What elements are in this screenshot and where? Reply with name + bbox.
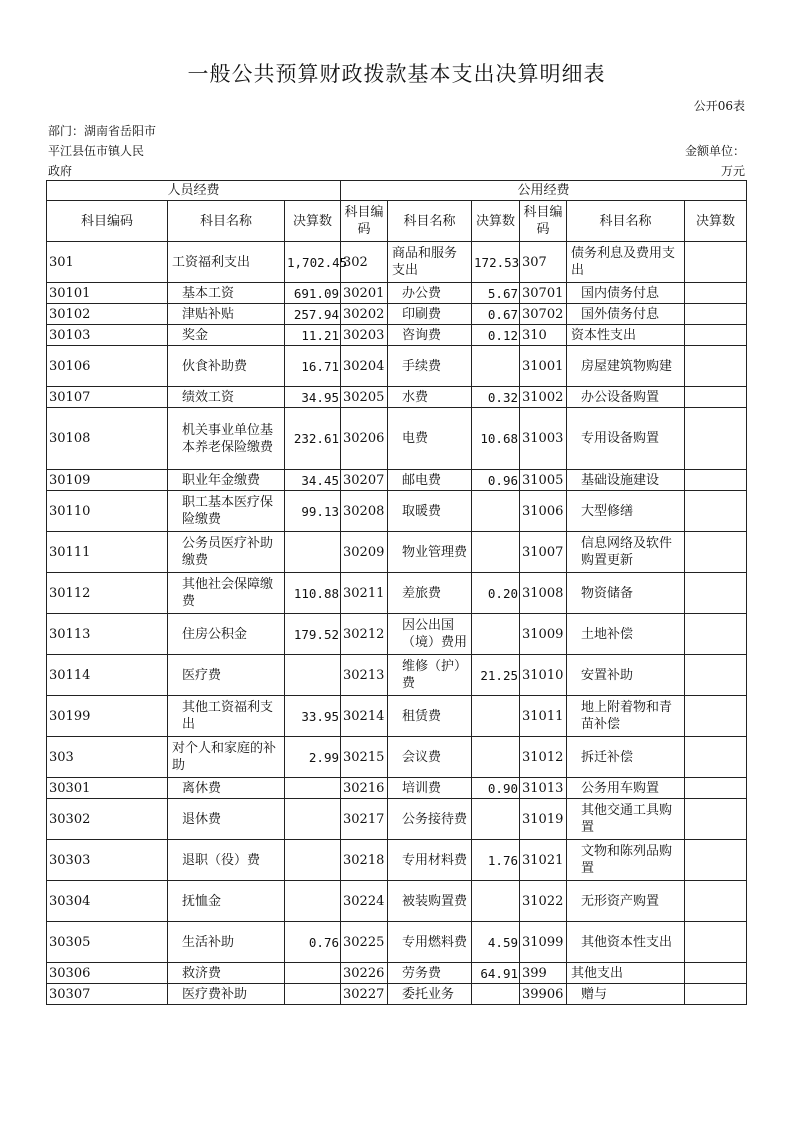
public-name: 印刷费 xyxy=(388,304,472,325)
public-code: 30216 xyxy=(341,778,388,799)
capital-amount xyxy=(685,984,747,1005)
personnel-code: 30301 xyxy=(47,778,168,799)
capital-amount xyxy=(685,242,747,283)
personnel-name: 津贴补贴 xyxy=(168,304,285,325)
personnel-amount: 33.95 xyxy=(285,696,341,737)
capital-code: 30701 xyxy=(520,283,567,304)
personnel-name: 医疗费补助 xyxy=(168,984,285,1005)
header-amount: 决算数 xyxy=(285,201,341,242)
personnel-code: 30107 xyxy=(47,387,168,408)
public-code: 30206 xyxy=(341,408,388,470)
expenditure-table xyxy=(46,180,747,1005)
table-code: 公开06表 xyxy=(693,99,745,113)
public-code: 30213 xyxy=(341,655,388,696)
personnel-code: 303 xyxy=(47,737,168,778)
personnel-name: 救济费 xyxy=(168,963,285,984)
capital-code: 31099 xyxy=(520,922,567,963)
personnel-name: 职业年金缴费 xyxy=(168,470,285,491)
dept-line-1: 部门：湖南省岳阳市 xyxy=(48,124,157,138)
public-name: 因公出国（境）费用 xyxy=(388,614,472,655)
table-row xyxy=(47,470,747,491)
capital-amount xyxy=(685,283,747,304)
capital-amount xyxy=(685,840,747,881)
table-row xyxy=(47,881,747,922)
personnel-name: 奖金 xyxy=(168,325,285,346)
public-name: 水费 xyxy=(388,387,472,408)
capital-name: 安置补助 xyxy=(567,655,685,696)
capital-code: 307 xyxy=(520,242,567,283)
capital-code: 31007 xyxy=(520,532,567,573)
public-code: 30204 xyxy=(341,346,388,387)
personnel-code: 30307 xyxy=(47,984,168,1005)
capital-amount xyxy=(685,304,747,325)
public-code: 30207 xyxy=(341,470,388,491)
personnel-amount: 0.76 xyxy=(285,922,341,963)
personnel-code: 30304 xyxy=(47,881,168,922)
table-body xyxy=(47,242,747,1005)
public-name: 电费 xyxy=(388,408,472,470)
public-code: 30208 xyxy=(341,491,388,532)
public-code: 30202 xyxy=(341,304,388,325)
personnel-code: 30114 xyxy=(47,655,168,696)
capital-name: 房屋建筑物购建 xyxy=(567,346,685,387)
public-name: 劳务费 xyxy=(388,963,472,984)
personnel-amount: 110.88 xyxy=(285,573,341,614)
capital-amount xyxy=(685,881,747,922)
public-amount xyxy=(472,532,520,573)
capital-amount xyxy=(685,491,747,532)
table-row xyxy=(47,778,747,799)
capital-name: 其他支出 xyxy=(567,963,685,984)
table-row xyxy=(47,963,747,984)
page-title: 一般公共预算财政拨款基本支出决算明细表 xyxy=(187,62,606,86)
unit-value: 万元 xyxy=(720,164,745,178)
table-row xyxy=(47,408,747,470)
header-name: 科目名称 xyxy=(567,201,685,242)
table-row xyxy=(47,573,747,614)
capital-name: 办公设备购置 xyxy=(567,387,685,408)
capital-code: 31006 xyxy=(520,491,567,532)
table-row xyxy=(47,491,747,532)
capital-amount xyxy=(685,778,747,799)
public-name: 专用燃料费 xyxy=(388,922,472,963)
table-row xyxy=(47,325,747,346)
personnel-amount: 11.21 xyxy=(285,325,341,346)
header-code: 科目编码 xyxy=(520,201,567,242)
group-public: 公用经费 xyxy=(341,181,747,201)
personnel-amount: 232.61 xyxy=(285,408,341,470)
capital-name: 其他交通工具购置 xyxy=(567,799,685,840)
public-amount: 0.67 xyxy=(472,304,520,325)
header-name: 科目名称 xyxy=(168,201,285,242)
personnel-name: 职工基本医疗保险缴费 xyxy=(168,491,285,532)
personnel-name: 基本工资 xyxy=(168,283,285,304)
personnel-amount xyxy=(285,799,341,840)
capital-amount xyxy=(685,614,747,655)
capital-code: 31021 xyxy=(520,840,567,881)
personnel-amount: 2.99 xyxy=(285,737,341,778)
capital-code: 31002 xyxy=(520,387,567,408)
capital-code: 31011 xyxy=(520,696,567,737)
capital-code: 31010 xyxy=(520,655,567,696)
capital-amount xyxy=(685,346,747,387)
public-name: 被装购置费 xyxy=(388,881,472,922)
capital-amount xyxy=(685,737,747,778)
capital-amount xyxy=(685,922,747,963)
public-amount: 0.90 xyxy=(472,778,520,799)
capital-name: 债务利息及费用支出 xyxy=(567,242,685,283)
public-amount: 172.53 xyxy=(472,242,520,283)
personnel-name: 其他社会保障缴费 xyxy=(168,573,285,614)
personnel-amount: 1,702.45 xyxy=(285,242,341,283)
capital-name: 大型修缮 xyxy=(567,491,685,532)
personnel-name: 工资福利支出 xyxy=(168,242,285,283)
table-row xyxy=(47,283,747,304)
personnel-code: 30102 xyxy=(47,304,168,325)
personnel-code: 30106 xyxy=(47,346,168,387)
personnel-code: 30112 xyxy=(47,573,168,614)
personnel-amount: 179.52 xyxy=(285,614,341,655)
personnel-code: 30306 xyxy=(47,963,168,984)
capital-name: 文物和陈列品购置 xyxy=(567,840,685,881)
public-code: 30209 xyxy=(341,532,388,573)
capital-name: 赠与 xyxy=(567,984,685,1005)
dept-line-2: 平江县伍市镇人民 xyxy=(48,144,145,158)
personnel-amount: 691.09 xyxy=(285,283,341,304)
public-code: 30205 xyxy=(341,387,388,408)
table-row xyxy=(47,984,747,1005)
capital-code: 31019 xyxy=(520,799,567,840)
public-code: 30227 xyxy=(341,984,388,1005)
public-amount: 21.25 xyxy=(472,655,520,696)
table-row xyxy=(47,737,747,778)
capital-amount xyxy=(685,963,747,984)
public-code: 30217 xyxy=(341,799,388,840)
public-amount xyxy=(472,614,520,655)
capital-name: 国外债务付息 xyxy=(567,304,685,325)
table-row xyxy=(47,387,747,408)
public-name: 物业管理费 xyxy=(388,532,472,573)
capital-code: 30702 xyxy=(520,304,567,325)
public-amount: 1.76 xyxy=(472,840,520,881)
personnel-code: 30305 xyxy=(47,922,168,963)
unit-label: 金额单位： xyxy=(684,144,745,158)
header-amount: 决算数 xyxy=(472,201,520,242)
capital-amount xyxy=(685,696,747,737)
table-row xyxy=(47,799,747,840)
personnel-code: 30303 xyxy=(47,840,168,881)
personnel-amount: 34.95 xyxy=(285,387,341,408)
personnel-code: 30103 xyxy=(47,325,168,346)
public-name: 专用材料费 xyxy=(388,840,472,881)
personnel-amount xyxy=(285,881,341,922)
table-row xyxy=(47,922,747,963)
capital-code: 31009 xyxy=(520,614,567,655)
public-amount xyxy=(472,696,520,737)
public-code: 30215 xyxy=(341,737,388,778)
personnel-amount: 257.94 xyxy=(285,304,341,325)
public-amount: 10.68 xyxy=(472,408,520,470)
personnel-amount: 16.71 xyxy=(285,346,341,387)
header-code: 科目编码 xyxy=(341,201,388,242)
personnel-code: 30110 xyxy=(47,491,168,532)
capital-amount xyxy=(685,532,747,573)
capital-code: 399 xyxy=(520,963,567,984)
table-row xyxy=(47,242,747,283)
public-amount xyxy=(472,881,520,922)
group-personnel: 人员经费 xyxy=(47,181,341,201)
public-amount xyxy=(472,799,520,840)
header-name: 科目名称 xyxy=(388,201,472,242)
public-amount xyxy=(472,491,520,532)
public-amount xyxy=(472,737,520,778)
capital-name: 专用设备购置 xyxy=(567,408,685,470)
public-code: 30211 xyxy=(341,573,388,614)
table-row xyxy=(47,655,747,696)
personnel-name: 绩效工资 xyxy=(168,387,285,408)
capital-code: 31008 xyxy=(520,573,567,614)
personnel-code: 30108 xyxy=(47,408,168,470)
capital-name: 物资储备 xyxy=(567,573,685,614)
capital-code: 31012 xyxy=(520,737,567,778)
personnel-name: 伙食补助费 xyxy=(168,346,285,387)
personnel-code: 30302 xyxy=(47,799,168,840)
capital-amount xyxy=(685,470,747,491)
personnel-code: 30113 xyxy=(47,614,168,655)
personnel-amount xyxy=(285,984,341,1005)
public-name: 差旅费 xyxy=(388,573,472,614)
table-row xyxy=(47,614,747,655)
capital-code: 31013 xyxy=(520,778,567,799)
public-amount: 0.20 xyxy=(472,573,520,614)
public-code: 30218 xyxy=(341,840,388,881)
public-code: 30201 xyxy=(341,283,388,304)
capital-amount xyxy=(685,799,747,840)
personnel-code: 30101 xyxy=(47,283,168,304)
personnel-amount xyxy=(285,778,341,799)
public-name: 办公费 xyxy=(388,283,472,304)
public-amount: 0.12 xyxy=(472,325,520,346)
capital-name: 土地补偿 xyxy=(567,614,685,655)
public-amount xyxy=(472,984,520,1005)
personnel-name: 退休费 xyxy=(168,799,285,840)
capital-name: 其他资本性支出 xyxy=(567,922,685,963)
capital-name: 基础设施建设 xyxy=(567,470,685,491)
public-name: 会议费 xyxy=(388,737,472,778)
personnel-name: 其他工资福利支出 xyxy=(168,696,285,737)
public-code: 30224 xyxy=(341,881,388,922)
public-code: 30226 xyxy=(341,963,388,984)
capital-name: 资本性支出 xyxy=(567,325,685,346)
personnel-name: 抚恤金 xyxy=(168,881,285,922)
public-amount: 4.59 xyxy=(472,922,520,963)
header-code: 科目编码 xyxy=(47,201,168,242)
public-amount xyxy=(472,346,520,387)
public-name: 手续费 xyxy=(388,346,472,387)
public-name: 委托业务 xyxy=(388,984,472,1005)
personnel-code: 301 xyxy=(47,242,168,283)
personnel-name: 医疗费 xyxy=(168,655,285,696)
capital-name: 无形资产购置 xyxy=(567,881,685,922)
capital-amount xyxy=(685,655,747,696)
personnel-name: 住房公积金 xyxy=(168,614,285,655)
public-name: 培训费 xyxy=(388,778,472,799)
table-row xyxy=(47,532,747,573)
table-row xyxy=(47,840,747,881)
capital-code: 31003 xyxy=(520,408,567,470)
capital-amount xyxy=(685,573,747,614)
public-code: 30214 xyxy=(341,696,388,737)
capital-amount xyxy=(685,325,747,346)
personnel-amount xyxy=(285,532,341,573)
capital-code: 31022 xyxy=(520,881,567,922)
capital-name: 拆迁补偿 xyxy=(567,737,685,778)
personnel-amount: 34.45 xyxy=(285,470,341,491)
capital-amount xyxy=(685,387,747,408)
capital-code: 39906 xyxy=(520,984,567,1005)
capital-name: 地上附着物和青苗补偿 xyxy=(567,696,685,737)
public-amount: 64.91 xyxy=(472,963,520,984)
capital-code: 310 xyxy=(520,325,567,346)
public-name: 咨询费 xyxy=(388,325,472,346)
dept-line-3: 政府 xyxy=(48,164,73,178)
personnel-name: 公务员医疗补助缴费 xyxy=(168,532,285,573)
personnel-name: 生活补助 xyxy=(168,922,285,963)
public-amount: 0.96 xyxy=(472,470,520,491)
public-name: 取暖费 xyxy=(388,491,472,532)
public-code: 30212 xyxy=(341,614,388,655)
capital-code: 31005 xyxy=(520,470,567,491)
table-row xyxy=(47,304,747,325)
header-amount: 决算数 xyxy=(685,201,747,242)
personnel-code: 30199 xyxy=(47,696,168,737)
personnel-amount: 99.13 xyxy=(285,491,341,532)
public-name: 邮电费 xyxy=(388,470,472,491)
capital-amount xyxy=(685,408,747,470)
public-name: 公务接待费 xyxy=(388,799,472,840)
personnel-name: 退职（役）费 xyxy=(168,840,285,881)
public-name: 商品和服务支出 xyxy=(388,242,472,283)
table-row xyxy=(47,696,747,737)
public-code: 30203 xyxy=(341,325,388,346)
personnel-amount xyxy=(285,963,341,984)
public-code: 302 xyxy=(341,242,388,283)
personnel-code: 30111 xyxy=(47,532,168,573)
personnel-amount xyxy=(285,840,341,881)
public-amount: 5.67 xyxy=(472,283,520,304)
public-amount: 0.32 xyxy=(472,387,520,408)
capital-name: 公务用车购置 xyxy=(567,778,685,799)
personnel-amount xyxy=(285,655,341,696)
table-row xyxy=(47,346,747,387)
personnel-code: 30109 xyxy=(47,470,168,491)
capital-name: 国内债务付息 xyxy=(567,283,685,304)
capital-name: 信息网络及软件购置更新 xyxy=(567,532,685,573)
public-name: 维修（护）费 xyxy=(388,655,472,696)
personnel-name: 机关事业单位基本养老保险缴费 xyxy=(168,408,285,470)
capital-code: 31001 xyxy=(520,346,567,387)
public-code: 30225 xyxy=(341,922,388,963)
personnel-name: 对个人和家庭的补助 xyxy=(168,737,285,778)
public-name: 租赁费 xyxy=(388,696,472,737)
personnel-name: 离休费 xyxy=(168,778,285,799)
